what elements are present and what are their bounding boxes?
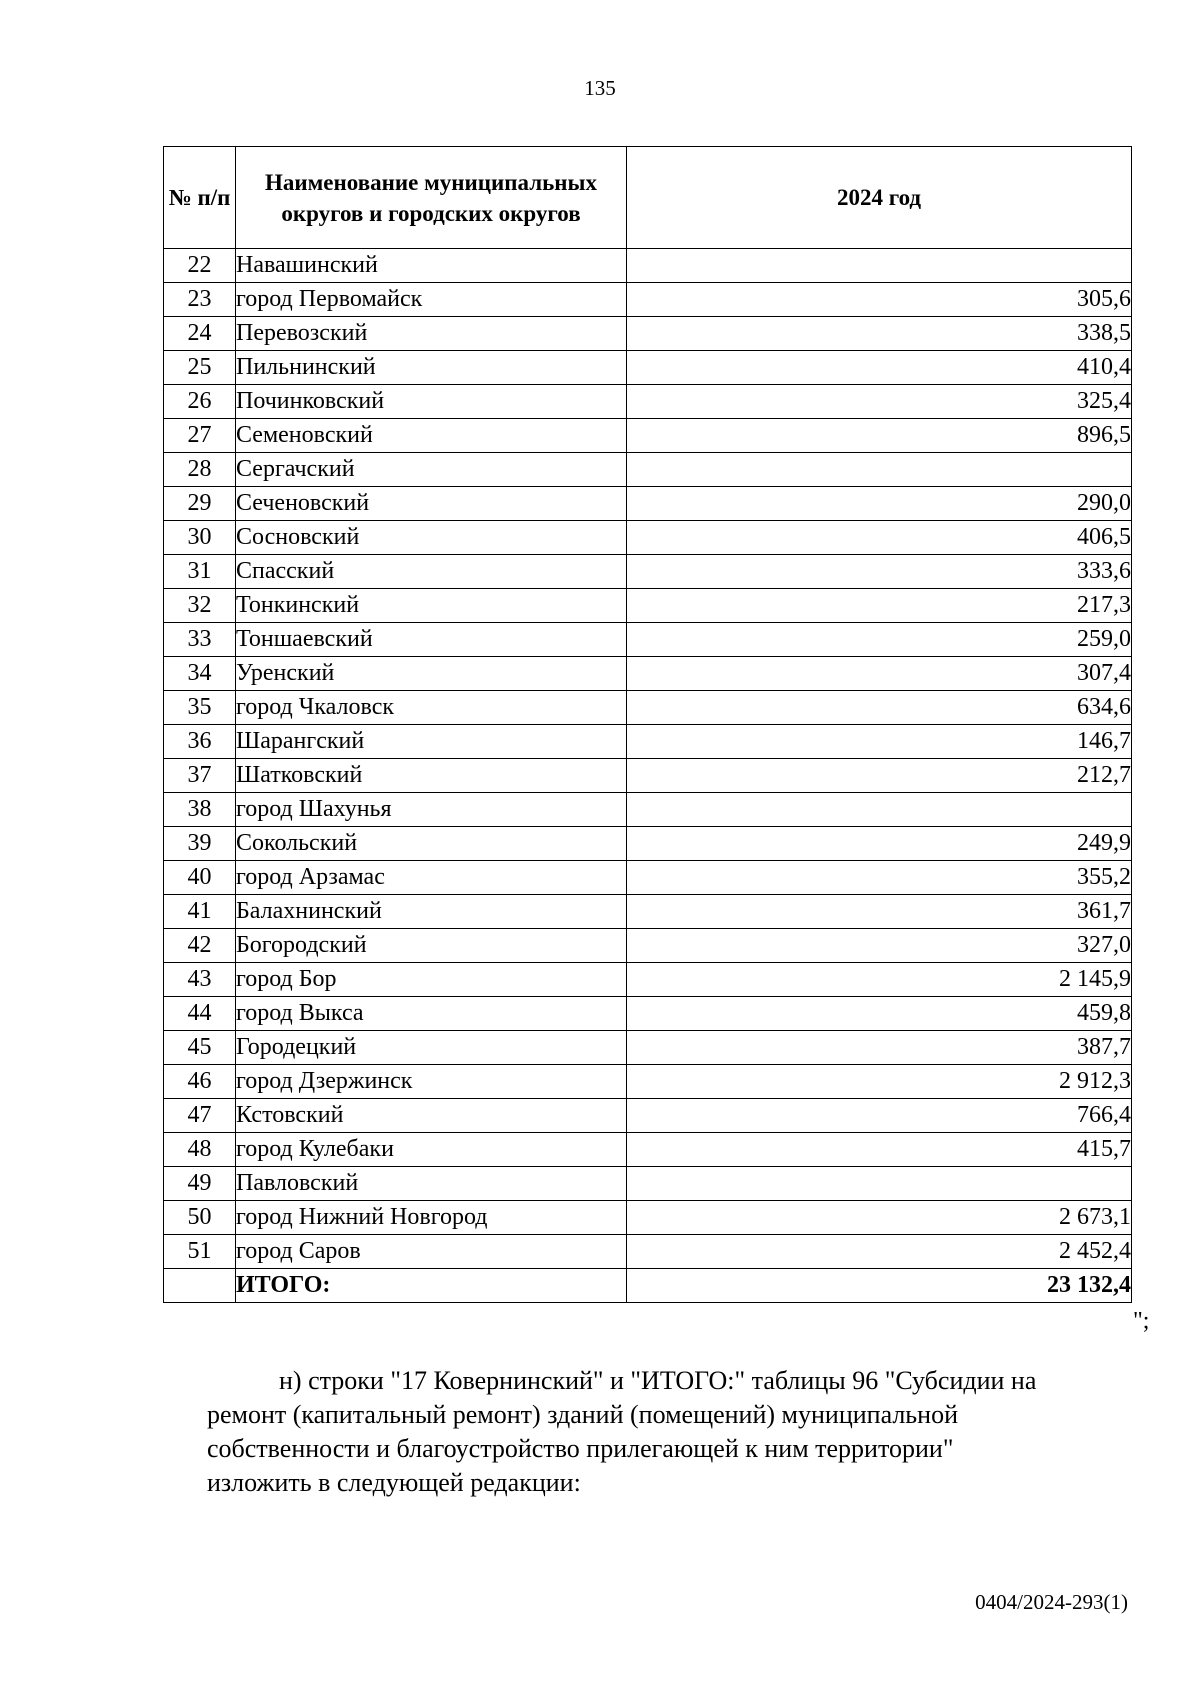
row-number: 25 xyxy=(164,351,236,385)
row-municipality-name: Сосновский xyxy=(236,521,627,555)
row-municipality-name: город Выкса xyxy=(236,997,627,1031)
row-value-2024: 307,4 xyxy=(627,657,1132,691)
table-row xyxy=(164,725,1132,759)
row-value-2024: 387,7 xyxy=(627,1031,1132,1065)
row-value-2024 xyxy=(627,793,1132,827)
row-value-2024 xyxy=(627,453,1132,487)
table-row xyxy=(164,895,1132,929)
row-municipality-name: Спасский xyxy=(236,555,627,589)
paragraph-line: собственности и благоустройство прилегающей к ним территории" xyxy=(207,1434,954,1463)
table-row xyxy=(164,1031,1132,1065)
row-number: 44 xyxy=(164,997,236,1031)
total-row-number xyxy=(164,1269,236,1303)
row-number: 47 xyxy=(164,1099,236,1133)
row-number: 41 xyxy=(164,895,236,929)
row-number: 39 xyxy=(164,827,236,861)
table-row xyxy=(164,283,1132,317)
row-number: 22 xyxy=(164,249,236,283)
row-number: 29 xyxy=(164,487,236,521)
row-number: 50 xyxy=(164,1201,236,1235)
row-number: 48 xyxy=(164,1133,236,1167)
row-number: 33 xyxy=(164,623,236,657)
row-value-2024: 766,4 xyxy=(627,1099,1132,1133)
row-value-2024: 338,5 xyxy=(627,317,1132,351)
table-row xyxy=(164,317,1132,351)
row-number: 40 xyxy=(164,861,236,895)
total-value: 23 132,4 xyxy=(627,1269,1132,1303)
row-municipality-name: Сокольский xyxy=(236,827,627,861)
row-number: 24 xyxy=(164,317,236,351)
row-municipality-name: Богородский xyxy=(236,929,627,963)
row-number: 30 xyxy=(164,521,236,555)
row-municipality-name: город Бор xyxy=(236,963,627,997)
table-row xyxy=(164,555,1132,589)
header-year-2024: 2024 год xyxy=(627,147,1132,249)
row-value-2024: 333,6 xyxy=(627,555,1132,589)
row-municipality-name: Сеченовский xyxy=(236,487,627,521)
row-municipality-name: город Саров xyxy=(236,1235,627,1269)
row-value-2024: 212,7 xyxy=(627,759,1132,793)
header-number: № п/п xyxy=(164,147,236,249)
row-value-2024: 249,9 xyxy=(627,827,1132,861)
row-municipality-name: город Нижний Новгород xyxy=(236,1201,627,1235)
row-municipality-name: город Арзамас xyxy=(236,861,627,895)
row-value-2024: 415,7 xyxy=(627,1133,1132,1167)
row-number: 35 xyxy=(164,691,236,725)
row-value-2024: 146,7 xyxy=(627,725,1132,759)
row-number: 42 xyxy=(164,929,236,963)
table-row xyxy=(164,1201,1132,1235)
table-row xyxy=(164,997,1132,1031)
row-number: 28 xyxy=(164,453,236,487)
table-row xyxy=(164,419,1132,453)
table-row xyxy=(164,249,1132,283)
subsidy-table-container xyxy=(163,146,1132,1303)
row-number: 38 xyxy=(164,793,236,827)
row-number: 46 xyxy=(164,1065,236,1099)
row-value-2024: 305,6 xyxy=(627,283,1132,317)
paragraph-line: н) строки "17 Ковернинский" и "ИТОГО:" таблицы 96 "Субсидии на xyxy=(279,1366,1037,1395)
row-municipality-name: Тонкинский xyxy=(236,589,627,623)
subsidy-table xyxy=(163,146,1132,1303)
row-municipality-name: Тоншаевский xyxy=(236,623,627,657)
table-row xyxy=(164,1099,1132,1133)
row-number: 31 xyxy=(164,555,236,589)
row-value-2024: 459,8 xyxy=(627,997,1132,1031)
table-row xyxy=(164,929,1132,963)
row-municipality-name: город Чкаловск xyxy=(236,691,627,725)
table-row xyxy=(164,589,1132,623)
row-municipality-name: город Шахунья xyxy=(236,793,627,827)
table-row xyxy=(164,1133,1132,1167)
table-row xyxy=(164,385,1132,419)
table-row xyxy=(164,521,1132,555)
row-municipality-name: Перевозский xyxy=(236,317,627,351)
total-label: ИТОГО: xyxy=(236,1269,627,1303)
row-municipality-name: Пильнинский xyxy=(236,351,627,385)
row-number: 37 xyxy=(164,759,236,793)
closing-quote-mark: "; xyxy=(1133,1308,1150,1334)
row-municipality-name: Навашинский xyxy=(236,249,627,283)
paragraph-line: изложить в следующей редакции: xyxy=(207,1468,581,1497)
table-row xyxy=(164,861,1132,895)
table-row xyxy=(164,759,1132,793)
row-municipality-name: город Дзержинск xyxy=(236,1065,627,1099)
row-municipality-name: город Первомайск xyxy=(236,283,627,317)
row-value-2024: 634,6 xyxy=(627,691,1132,725)
table-row xyxy=(164,1065,1132,1099)
table-total-row xyxy=(164,1269,1132,1303)
row-value-2024: 2 673,1 xyxy=(627,1201,1132,1235)
row-value-2024 xyxy=(627,1167,1132,1201)
row-value-2024: 259,0 xyxy=(627,623,1132,657)
document-code: 0404/2024-293(1) xyxy=(975,1590,1128,1614)
row-value-2024: 2 145,9 xyxy=(627,963,1132,997)
table-header-row xyxy=(164,147,1132,249)
row-number: 45 xyxy=(164,1031,236,1065)
row-number: 27 xyxy=(164,419,236,453)
row-municipality-name: Павловский xyxy=(236,1167,627,1201)
row-value-2024: 290,0 xyxy=(627,487,1132,521)
row-number: 51 xyxy=(164,1235,236,1269)
table-row xyxy=(164,453,1132,487)
row-municipality-name: Починковский xyxy=(236,385,627,419)
row-number: 32 xyxy=(164,589,236,623)
row-number: 43 xyxy=(164,963,236,997)
table-row xyxy=(164,827,1132,861)
row-municipality-name: Кстовский xyxy=(236,1099,627,1133)
row-value-2024: 361,7 xyxy=(627,895,1132,929)
table-body xyxy=(164,249,1132,1303)
table-row xyxy=(164,351,1132,385)
row-municipality-name: Уренский xyxy=(236,657,627,691)
row-municipality-name: Семеновский xyxy=(236,419,627,453)
page-number: 135 xyxy=(584,76,616,100)
row-value-2024: 217,3 xyxy=(627,589,1132,623)
row-value-2024: 327,0 xyxy=(627,929,1132,963)
header-municipality-name: Наименование муниципальных округов и городских округов xyxy=(236,147,627,249)
row-value-2024: 355,2 xyxy=(627,861,1132,895)
table-row xyxy=(164,487,1132,521)
row-number: 26 xyxy=(164,385,236,419)
table-row xyxy=(164,793,1132,827)
table-row xyxy=(164,691,1132,725)
row-number: 36 xyxy=(164,725,236,759)
row-number: 49 xyxy=(164,1167,236,1201)
row-value-2024: 406,5 xyxy=(627,521,1132,555)
row-value-2024: 2 912,3 xyxy=(627,1065,1132,1099)
table-row xyxy=(164,963,1132,997)
row-value-2024 xyxy=(627,249,1132,283)
table-row xyxy=(164,1235,1132,1269)
row-number: 34 xyxy=(164,657,236,691)
table-row xyxy=(164,1167,1132,1201)
row-value-2024: 325,4 xyxy=(627,385,1132,419)
row-value-2024: 410,4 xyxy=(627,351,1132,385)
row-number: 23 xyxy=(164,283,236,317)
row-municipality-name: Городецкий xyxy=(236,1031,627,1065)
row-municipality-name: Шарангский xyxy=(236,725,627,759)
row-municipality-name: Шатковский xyxy=(236,759,627,793)
amendment-paragraph xyxy=(207,1364,1129,1500)
row-municipality-name: город Кулебаки xyxy=(236,1133,627,1167)
paragraph-line: ремонт (капитальный ремонт) зданий (помещений) муниципальной xyxy=(207,1400,958,1429)
row-municipality-name: Сергачский xyxy=(236,453,627,487)
row-value-2024: 2 452,4 xyxy=(627,1235,1132,1269)
table-row xyxy=(164,657,1132,691)
row-value-2024: 896,5 xyxy=(627,419,1132,453)
table-row xyxy=(164,623,1132,657)
row-municipality-name: Балахнинский xyxy=(236,895,627,929)
